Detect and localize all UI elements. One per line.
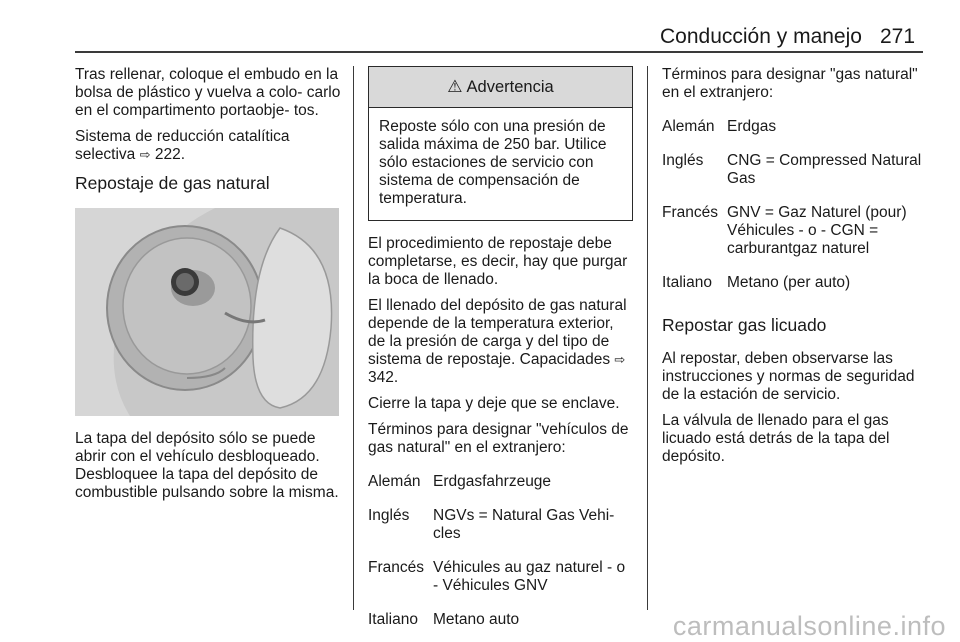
term-row bbox=[368, 611, 633, 629]
paragraph bbox=[75, 128, 341, 164]
term-value: CNG = Compressed Natural Gas bbox=[727, 152, 922, 187]
column-divider bbox=[647, 66, 648, 610]
page-ref-link[interactable]: 222. bbox=[154, 146, 186, 163]
page-ref-arrow-icon: ⇨ bbox=[614, 352, 626, 367]
column-divider bbox=[353, 66, 354, 610]
term-row bbox=[662, 152, 924, 188]
term-value: Metano auto bbox=[433, 611, 520, 628]
term-value: Erdgasfahrzeuge bbox=[433, 473, 552, 490]
section-heading: Repostaje de gas natural bbox=[75, 173, 270, 193]
header-rule bbox=[75, 51, 923, 53]
column-1 bbox=[75, 66, 341, 510]
paragraph-text: El llenado del depósito de gas natural depende de la temperatura exterior, de la presión de carga y del tipo de sistema de repostaje. Capacidades bbox=[368, 297, 627, 368]
column-3 bbox=[662, 66, 924, 474]
chapter-title: Conducción y manejo bbox=[660, 25, 862, 48]
term-row bbox=[368, 473, 633, 491]
term-value: GNV = Gaz Naturel (pour) Véhicules - o - CGN = carburantgaz naturel bbox=[727, 204, 907, 257]
terms-table bbox=[662, 118, 924, 292]
paragraph: Tras rellenar, coloque el embudo en la bolsa de plástico y vuelva a colo- carlo en el compartimento portaobje- tos. bbox=[75, 66, 341, 119]
term-row bbox=[662, 204, 924, 258]
term-row bbox=[368, 507, 633, 543]
page-ref-arrow-icon: ⇨ bbox=[139, 147, 151, 162]
term-value: Erdgas bbox=[727, 118, 777, 135]
term-language: Francés bbox=[662, 204, 718, 221]
term-row bbox=[662, 274, 924, 292]
term-language: Italiano bbox=[662, 274, 712, 291]
paragraph: Cierre la tapa y deje que se enclave. bbox=[368, 395, 620, 412]
paragraph: La tapa del depósito sólo se puede abrir con el vehículo desbloqueado. Desbloquee la tapa del depósito de combustible pulsando sobre la misma. bbox=[75, 430, 339, 501]
term-language: Inglés bbox=[368, 507, 410, 524]
term-language: Alemán bbox=[662, 118, 715, 135]
warning-body: Reposte sólo con una presión de salida máxima de 250 bar. Utilice sólo estaciones de servicio con sistema de compensación de temperatura. bbox=[379, 118, 607, 207]
paragraph: Al repostar, deben observarse las instrucciones y normas de seguridad de la estación de servicio. bbox=[662, 350, 915, 403]
paragraph: La válvula de llenado para el gas licuado está detrás de la tapa del depósito. bbox=[662, 412, 890, 465]
term-value: Metano (per auto) bbox=[727, 274, 851, 291]
paragraph: El procedimiento de repostaje debe completarse, es decir, hay que purgar la boca de llenado. bbox=[368, 235, 628, 288]
term-row bbox=[368, 559, 633, 595]
term-language: Inglés bbox=[662, 152, 704, 169]
paragraph-text: Sistema de reducción catalítica selectiva bbox=[75, 128, 290, 163]
section-heading: Repostar gas licuado bbox=[662, 315, 827, 335]
page-number: 271 bbox=[880, 25, 916, 48]
term-row bbox=[662, 118, 924, 136]
warning-icon: ⚠ bbox=[447, 77, 463, 96]
terms-table bbox=[368, 473, 633, 629]
paragraph bbox=[368, 297, 633, 387]
warning-title: Advertencia bbox=[466, 78, 554, 96]
page-ref-link[interactable]: 342. bbox=[368, 369, 399, 386]
term-value: Véhicules au gaz naturel - o - Véhicules GNV bbox=[433, 559, 626, 594]
warning-header bbox=[369, 67, 632, 108]
paragraph: Términos para designar "vehículos de gas natural" en el extranjero: bbox=[368, 421, 629, 456]
fuel-filler-photo bbox=[75, 208, 339, 416]
paragraph: Términos para designar "gas natural" en el extranjero: bbox=[662, 66, 918, 101]
term-language: Italiano bbox=[368, 611, 418, 628]
column-2 bbox=[368, 66, 633, 629]
warning-box bbox=[368, 66, 633, 221]
gas-filler-illustration bbox=[75, 208, 339, 416]
site-watermark: carmanualsonline.info bbox=[672, 611, 946, 641]
term-language: Alemán bbox=[368, 473, 421, 490]
term-value: NGVs = Natural Gas Vehi- cles bbox=[433, 507, 615, 542]
term-language: Francés bbox=[368, 559, 424, 576]
